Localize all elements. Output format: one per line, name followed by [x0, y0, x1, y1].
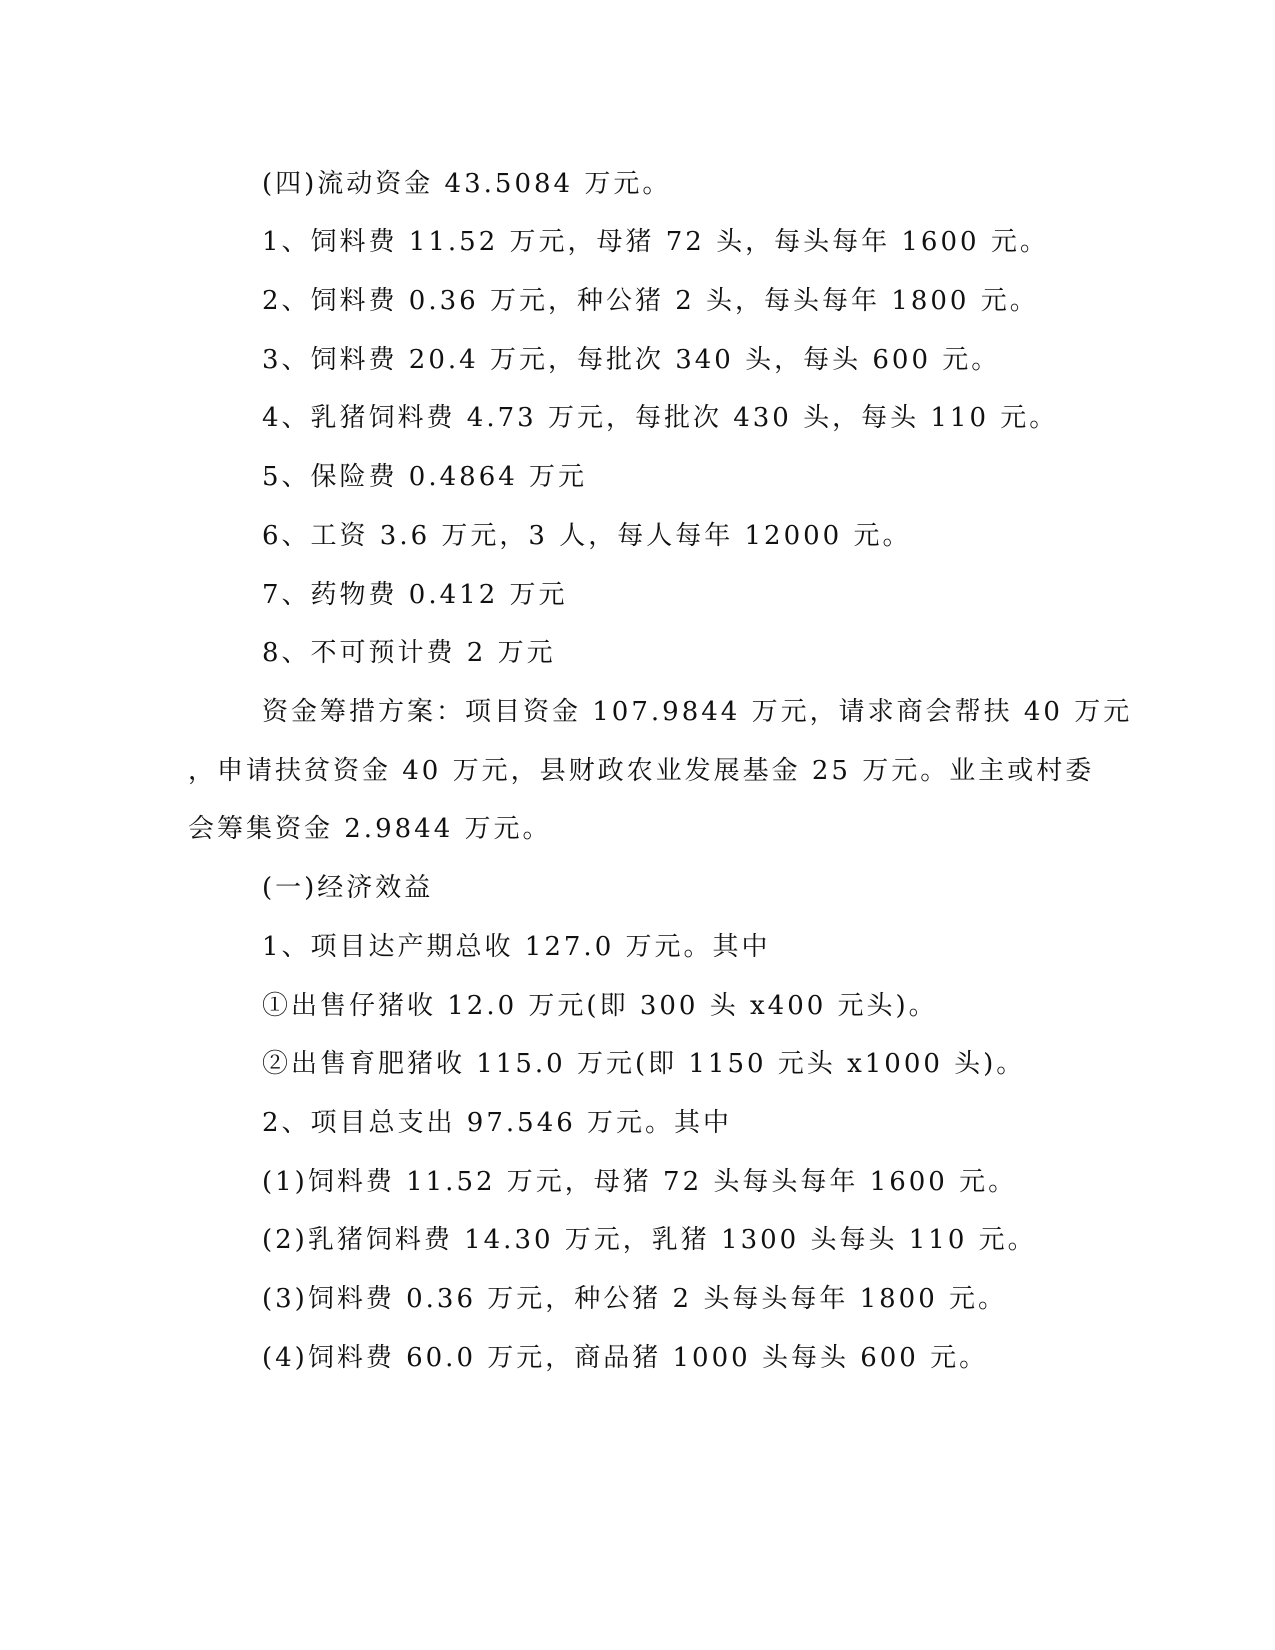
list-item: 8、不可预计费 2 万元 — [262, 638, 556, 668]
list-item: 2、饲料费 0.36 万元，种公猪 2 头，每头每年 1800 元。 — [262, 286, 1039, 316]
list-item: 4、乳猪饲料费 4.73 万元，每批次 430 头，每头 110 元。 — [262, 403, 1059, 433]
list-item: 2、项目总支出 97.546 万元。其中 — [262, 1108, 733, 1138]
funding-plan-paragraph: 会筹集资金 2.9844 万元。 — [188, 814, 552, 844]
list-item: (3)饲料费 0.36 万元，种公猪 2 头每头每年 1800 元。 — [262, 1284, 1008, 1314]
list-item: ①出售仔猪收 12.0 万元(即 300 头 x400 元头)。 — [262, 991, 938, 1021]
list-item: (2)乳猪饲料费 14.30 万元，乳猪 1300 头每头 110 元。 — [262, 1225, 1037, 1255]
list-item: (4)饲料费 60.0 万元，商品猪 1000 头每头 600 元。 — [262, 1343, 989, 1373]
list-item: 6、工资 3.6 万元，3 人，每人每年 12000 元。 — [262, 521, 912, 551]
list-item: (1)饲料费 11.52 万元，母猪 72 头每头每年 1600 元。 — [262, 1167, 1018, 1197]
funding-plan-paragraph: 资金筹措方案：项目资金 107.9844 万元，请求商会帮扶 40 万元 — [262, 697, 1133, 727]
list-item: ②出售育肥猪收 115.0 万元(即 1150 元头 x1000 头)。 — [262, 1049, 1026, 1079]
list-item: 1、项目达产期总收 127.0 万元。其中 — [262, 932, 771, 962]
list-item: 1、饲料费 11.52 万元，母猪 72 头，每头每年 1600 元。 — [262, 227, 1049, 257]
section-heading-economic-benefit: (一)经济效益 — [262, 873, 434, 903]
funding-plan-paragraph: ，申请扶贫资金 40 万元，县财政农业发展基金 25 万元。业主或村委 — [188, 756, 1095, 786]
list-item: 3、饲料费 20.4 万元，每批次 340 头，每头 600 元。 — [262, 345, 1001, 375]
section-heading-working-capital: (四)流动资金 43.5084 万元。 — [262, 169, 672, 199]
list-item: 5、保险费 0.4864 万元 — [262, 462, 588, 492]
list-item: 7、药物费 0.412 万元 — [262, 580, 568, 610]
